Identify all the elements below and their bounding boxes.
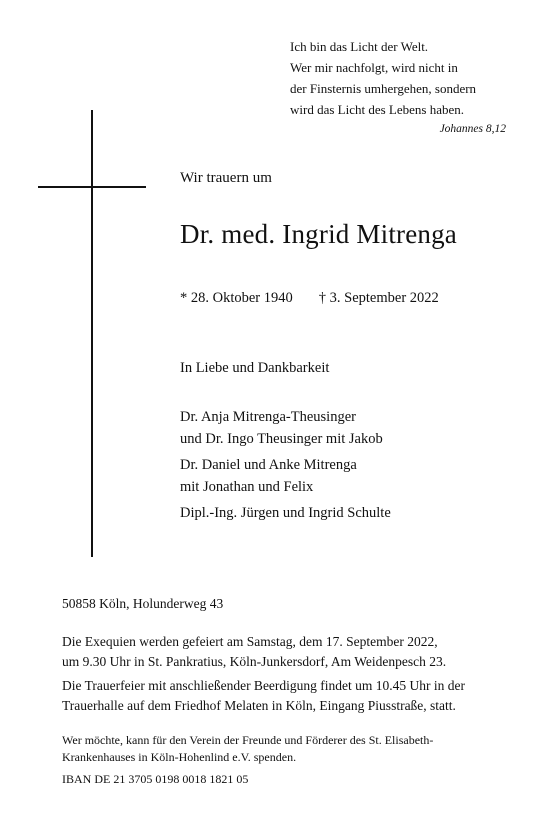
- paragraph-line: Die Exequien werden gefeiert am Samstag, dem 17. September 2022,: [62, 634, 438, 649]
- trauerfeier-paragraph: [62, 676, 465, 716]
- death-date: † 3. September 2022: [318, 290, 439, 306]
- family-list: [180, 406, 391, 524]
- birth-date: * 28. Oktober 1940: [180, 290, 293, 306]
- family-line: Dr. Anja Mitrenga-Theusinger: [180, 409, 356, 425]
- love-line: In Liebe und Dankbarkeit: [180, 360, 330, 376]
- paragraph-line: Wer möchte, kann für den Verein der Freunde und Förderer des St. Elisabeth-: [62, 733, 434, 747]
- cross-icon-bar: [38, 186, 146, 188]
- quote-line: der Finsternis umhergehen, sondern: [290, 81, 477, 96]
- paragraph-line: Trauerhalle auf dem Friedhof Melaten in Köln, Eingang Piusstraße, statt.: [62, 698, 456, 713]
- family-line: und Dr. Ingo Theusinger mit Jakob: [180, 431, 383, 447]
- exequien-paragraph: [62, 632, 446, 672]
- paragraph-line: Die Trauerfeier mit anschließender Beerdigung findet um 10.45 Uhr in der: [62, 678, 466, 693]
- family-line: Dr. Daniel und Anke Mitrenga: [180, 457, 357, 473]
- deceased-name: Dr. med. Ingrid Mitrenga: [180, 219, 457, 249]
- family-line: Dipl.-Ing. Jürgen und Ingrid Schulte: [180, 505, 391, 521]
- intro-text: Wir trauern um: [180, 170, 272, 186]
- address: 50858 Köln, Holunderweg 43: [62, 596, 224, 611]
- bible-quote: [290, 36, 530, 120]
- paragraph-line: Krankenhauses in Köln-Hohenlind e.V. spenden.: [62, 750, 297, 764]
- family-line: mit Jonathan und Felix: [180, 479, 314, 495]
- iban: IBAN DE 21 3705 0198 0018 1821 05: [62, 772, 249, 786]
- cross-icon: [91, 110, 93, 557]
- donation-paragraph: [62, 732, 433, 766]
- quote-line: Ich bin das Licht der Welt.: [290, 39, 429, 54]
- paragraph-line: um 9.30 Uhr in St. Pankratius, Köln-Junkersdorf, Am Weidenpesch 23.: [62, 654, 447, 669]
- life-dates: [180, 290, 439, 307]
- quote-line: wird das Licht des Lebens haben.: [290, 102, 465, 117]
- quote-line: Wer mir nachfolgt, wird nicht in: [290, 60, 458, 75]
- quote-source: Johannes 8,12: [439, 123, 506, 135]
